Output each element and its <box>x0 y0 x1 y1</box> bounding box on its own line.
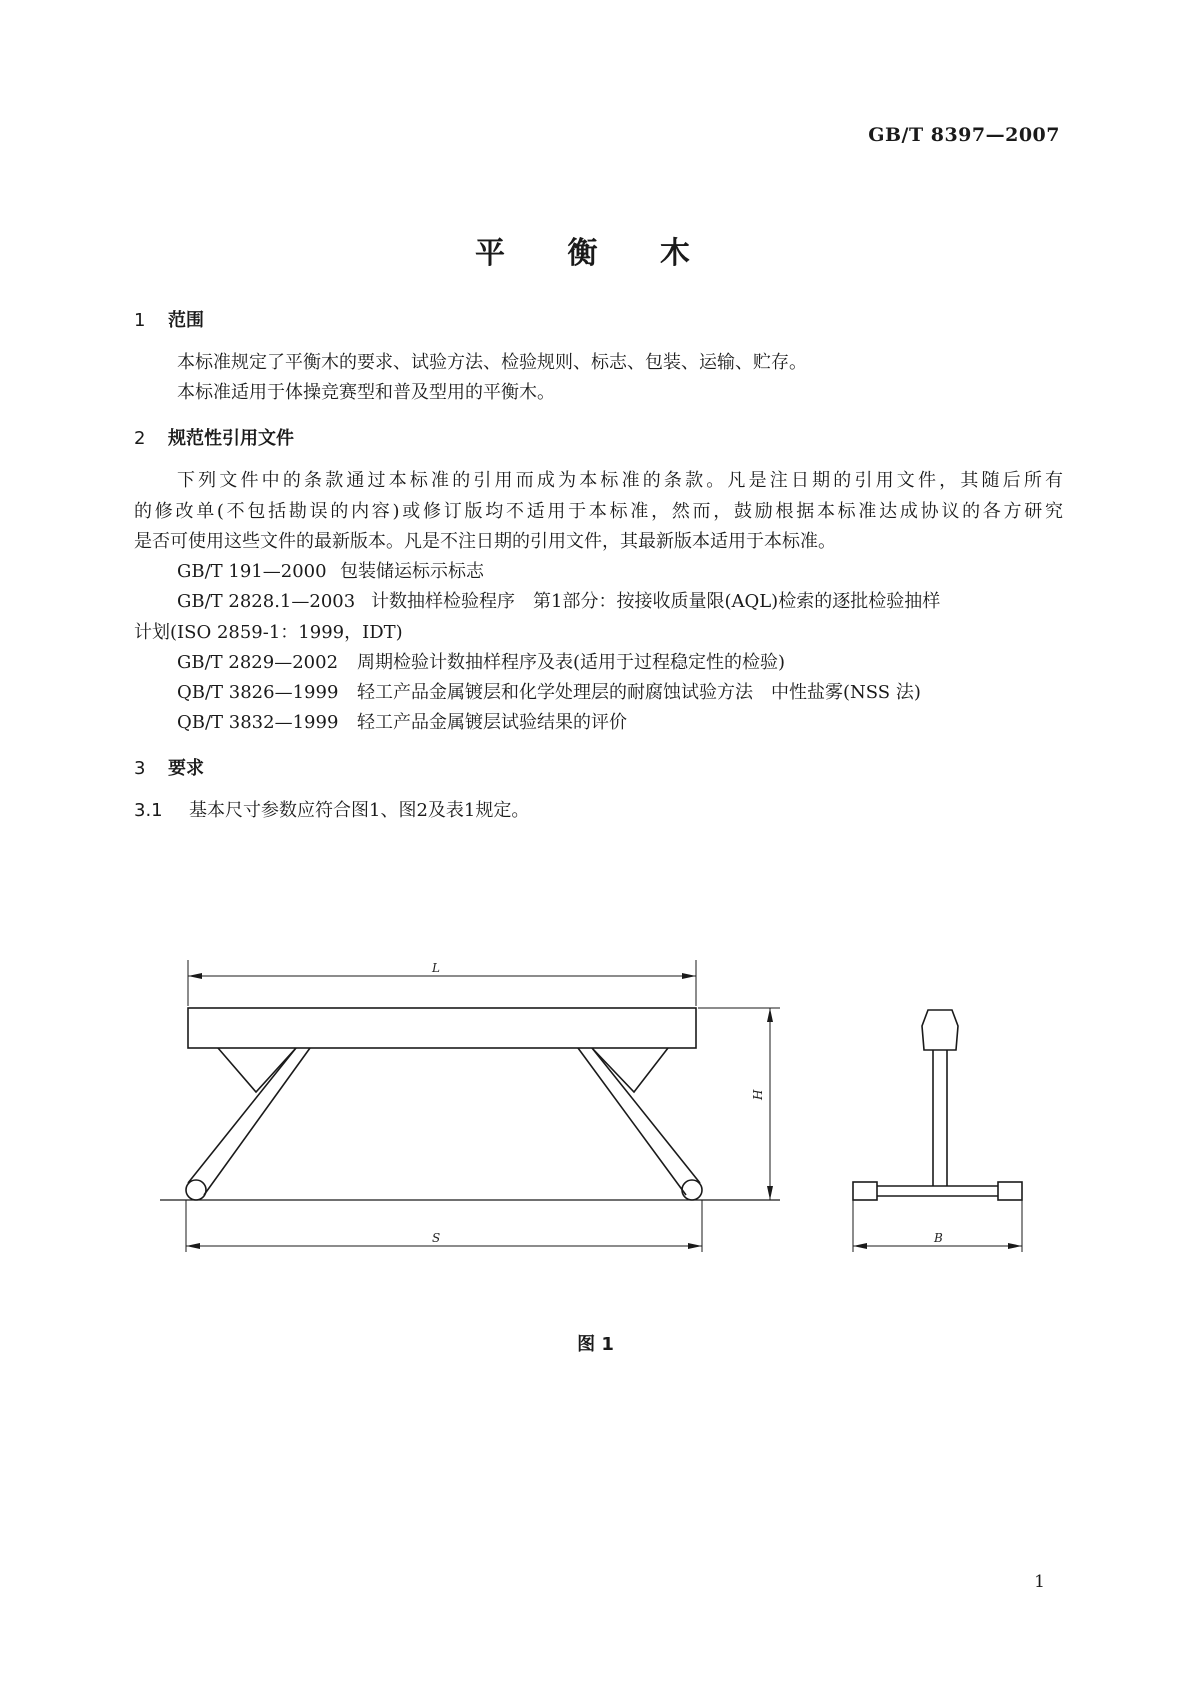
right-foot <box>682 1180 702 1200</box>
right-leg-edge <box>578 1048 686 1195</box>
reference-title: 周期检验计数抽样程序及表(适用于过程稳定性的检验) <box>357 652 786 673</box>
side-foot-left <box>853 1182 877 1200</box>
reference-code: QB/T 3832—1999 <box>177 712 339 733</box>
dim-label-S: S <box>432 1231 441 1245</box>
paragraph-line: 是否可使用这些文件的最新版本。凡是不注日期的引用文件，其最新版本适用于本标准。 <box>134 531 836 552</box>
figure-caption: 图 1 <box>577 1334 614 1355</box>
paragraph-line: 的修改单(不包括勘误的内容)或修订版均不适用于本标准，然而，鼓励根据本标准达成协议的各方研究 <box>134 501 1063 522</box>
left-foot <box>186 1180 206 1200</box>
reference-title: 轻工产品金属镀层试验结果的评价 <box>357 712 627 733</box>
document-title: 平 衡 木 <box>475 236 716 271</box>
dim-label-H: H <box>751 1089 765 1100</box>
beam-body <box>188 1008 696 1048</box>
subsection-number: 3.1 <box>134 800 163 821</box>
reference-title: 计数抽样检验程序 第1部分：按接收质量限(AQL)检索的逐批检验抽样 <box>371 591 941 612</box>
page-number: 1 <box>1034 1572 1045 1592</box>
section-number: 1 <box>134 310 146 331</box>
reference-continuation: 计划(ISO 2859-1：1999，IDT) <box>134 622 403 643</box>
section-title: 要求 <box>168 758 204 779</box>
section-number: 2 <box>134 428 146 449</box>
reference-code: QB/T 3826—1999 <box>177 682 339 703</box>
reference-code: GB/T 191—2000 <box>177 561 327 582</box>
reference-title: 包装储运标示标志 <box>340 561 484 582</box>
reference-code: GB/T 2828.1—2003 <box>177 591 356 612</box>
left-leg-edge <box>188 1048 296 1183</box>
section-title: 范围 <box>168 310 204 331</box>
reference-code: GB/T 2829—2002 <box>177 652 339 673</box>
section-title: 规范性引用文件 <box>168 428 294 449</box>
side-foot-right <box>998 1182 1022 1200</box>
dim-label-L: L <box>432 961 440 975</box>
paragraph: 本标准规定了平衡木的要求、试验方法、检验规则、标志、包装、运输、贮存。 <box>177 352 807 373</box>
side-beam-profile <box>922 1010 958 1050</box>
left-brace <box>218 1048 296 1092</box>
section-number: 3 <box>134 758 146 779</box>
paragraph-line: 下列文件中的条款通过本标准的引用而成为本标准的条款。凡是注日期的引用文件，其随后所有 <box>177 470 1063 491</box>
dim-label-B: B <box>934 1231 943 1245</box>
standard-code: GB/T 8397—2007 <box>868 124 1060 146</box>
subsection-text: 基本尺寸参数应符合图1、图2及表1规定。 <box>189 800 530 821</box>
right-leg-edge <box>592 1048 700 1183</box>
reference-title: 轻工产品金属镀层和化学处理层的耐腐蚀试验方法 中性盐雾(NSS 法) <box>357 682 921 703</box>
paragraph: 本标准适用于体操竞赛型和普及型用的平衡木。 <box>177 382 555 403</box>
left-leg-edge <box>204 1048 310 1195</box>
right-brace <box>592 1048 668 1092</box>
